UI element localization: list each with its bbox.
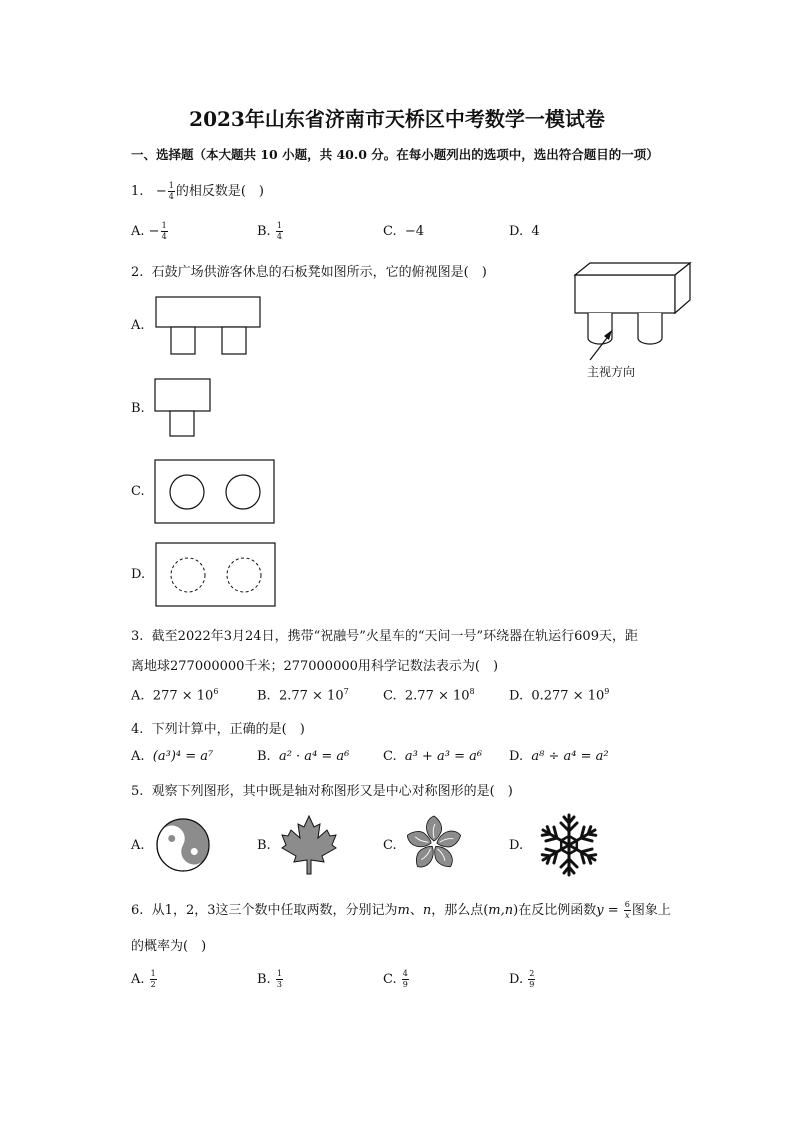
option-b[interactable]: B. $\frac{1}{4}$ xyxy=(257,221,282,241)
question-text: 的相反数是( ) xyxy=(175,184,264,199)
option-c[interactable]: C. a³ + a³ = a⁶ xyxy=(383,749,483,764)
option-d-label[interactable]: D. xyxy=(131,567,146,582)
question-text-line1: 截至2022年3月24日，携带“祝融号”火星车的“天问一号”环绕器在轨运行609天，距 xyxy=(151,629,638,644)
option-d[interactable]: D. $\frac{2}{9}$ xyxy=(509,969,535,989)
option-a[interactable]: A. (a³)⁴ = a⁷ xyxy=(131,749,214,764)
section-header: 一、选择题（本大题共 10 小题，共 40.0 分。在每小题列出的选项中，选出符合题目的一项） xyxy=(131,147,659,162)
option-c-label[interactable]: C. xyxy=(131,484,145,499)
question-3: 3. 截至2022年3月24日，携带“祝融号”火星车的“天问一号”环绕器在轨运行609天，距 xyxy=(131,629,638,644)
option-c[interactable]: C. −4 xyxy=(383,224,425,239)
option-c-figure[interactable] xyxy=(154,459,276,525)
option-a-label[interactable]: A. xyxy=(131,318,145,333)
view-direction-caption: 主视方向 xyxy=(587,365,636,379)
option-b[interactable]: B. a² · a⁴ = a⁶ xyxy=(257,749,350,764)
yin-yang-icon[interactable] xyxy=(155,817,211,873)
option-b-label[interactable]: B. xyxy=(131,401,145,416)
option-a-label[interactable]: A. xyxy=(131,838,145,853)
option-c[interactable]: C. $\frac{4}{9}$ xyxy=(383,969,408,989)
page-title: 2023年山东省济南市天桥区中考数学一模试卷 xyxy=(189,107,605,131)
option-c-label[interactable]: C. xyxy=(383,838,397,853)
option-d[interactable]: D. a⁸ ÷ a⁴ = a² xyxy=(509,749,609,764)
snowflake-icon[interactable] xyxy=(536,812,602,878)
fraction: $\frac{1}{4}$ xyxy=(168,181,174,201)
option-b-label[interactable]: B. xyxy=(257,838,271,853)
question-1: 1. − $\frac{1}{4}$ 的相反数是( ) xyxy=(131,181,264,201)
question-4: 4. 下列计算中，正确的是( ) xyxy=(131,722,305,737)
option-d-label[interactable]: D. xyxy=(509,838,524,853)
option-b[interactable]: B. $2.77 \times 10^7$ xyxy=(257,687,349,704)
option-b-figure[interactable] xyxy=(154,378,212,438)
question-2: 2. 石鼓广场供游客休息的石板凳如图所示，它的俯视图是( ) xyxy=(131,265,487,280)
option-c[interactable]: C. $2.77 \times 10^8$ xyxy=(383,687,475,704)
question-6-line2: 的概率为( ) xyxy=(131,939,207,954)
option-a[interactable]: A. − $\frac{1}{4}$ xyxy=(131,221,167,241)
question-number: 1. xyxy=(131,184,144,199)
option-a[interactable]: A. $\frac{1}{2}$ xyxy=(131,969,156,989)
bauhinia-flower-icon[interactable] xyxy=(404,814,464,874)
option-d[interactable]: D. $0.277 \times 10^9$ xyxy=(509,687,610,704)
option-a-figure[interactable] xyxy=(155,296,261,356)
question-5: 5. 观察下列图形，其中既是轴对称图形又是中心对称图形的是( ) xyxy=(131,784,513,799)
option-b[interactable]: B. $\frac{1}{3}$ xyxy=(257,969,282,989)
maple-leaf-icon[interactable] xyxy=(280,814,338,876)
option-d-figure[interactable] xyxy=(155,542,277,608)
option-d[interactable]: D. 4 xyxy=(509,224,540,239)
question-3-line2: 离地球277000000千米；277000000用科学记数法表示为( ) xyxy=(131,659,499,674)
question-text: 观察下列图形，其中既是轴对称图形又是中心对称图形的是( ) xyxy=(151,784,513,799)
question-text: 下列计算中，正确的是( ) xyxy=(151,722,305,737)
option-a[interactable]: A. $277 \times 10^6$ xyxy=(131,687,219,704)
question-text: 石鼓广场供游客休息的石板凳如图所示，它的俯视图是( ) xyxy=(151,265,487,280)
question-6: 6. 从1，2，3这三个数中任取两数，分别记为m、n，那么点(m,n)在反比例函数y = $\frac{6}{x}$ 图象上 xyxy=(131,900,671,920)
